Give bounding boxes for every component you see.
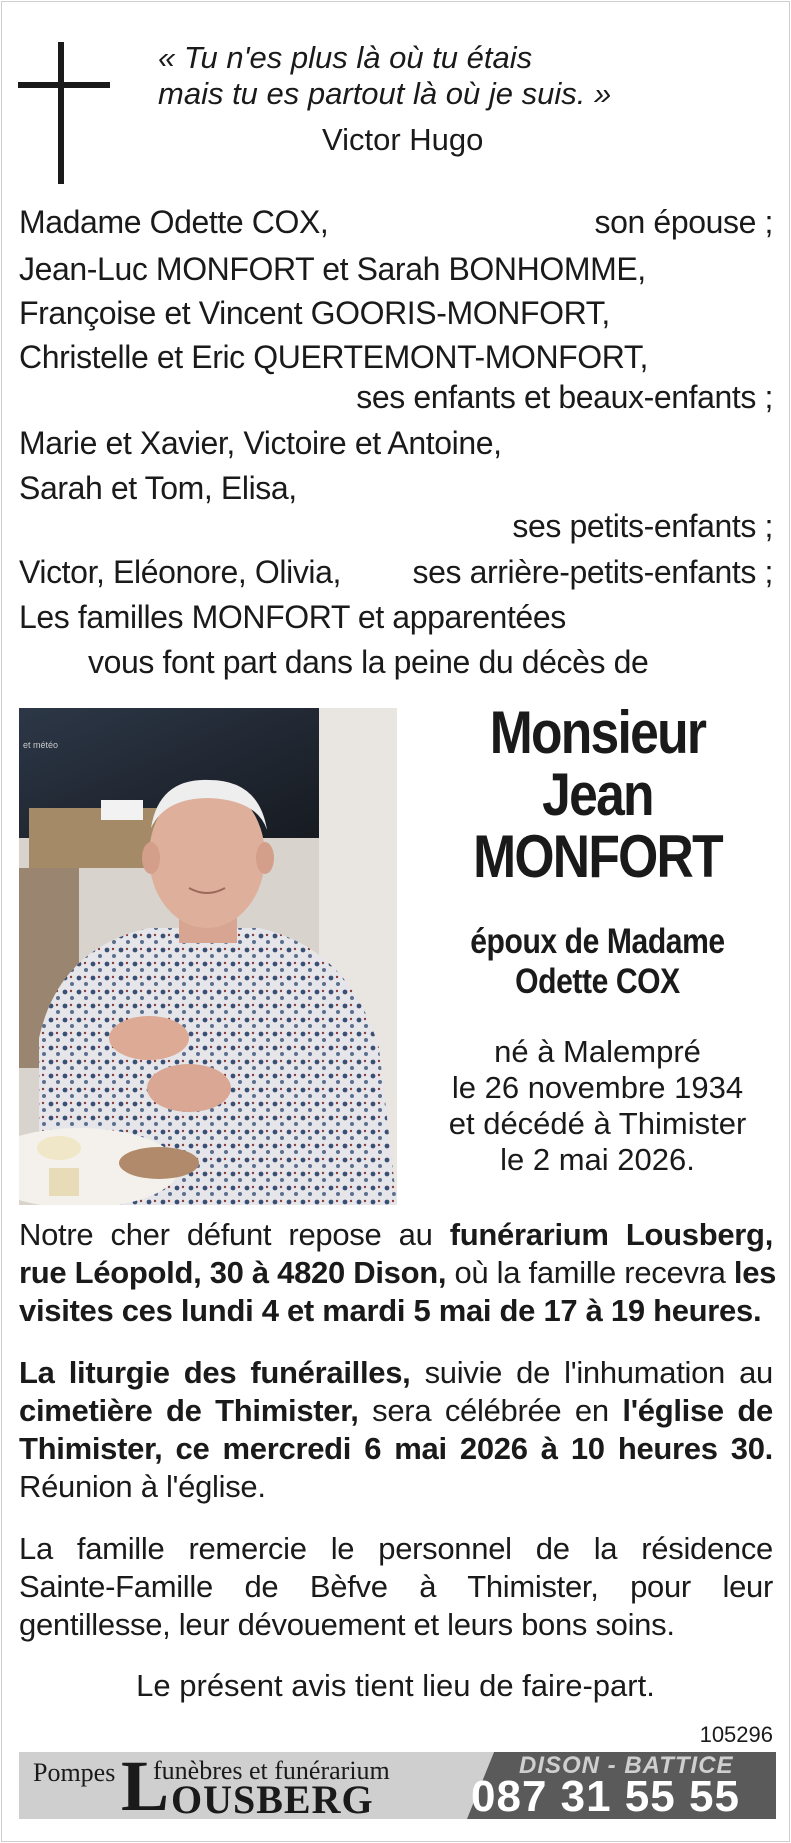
visits-line-3: visites ces lundi 4 et mardi 5 mai de 17 à 19 heures. [19, 1293, 762, 1328]
epigraph-line-2: mais tu es partout là où je suis. » [158, 76, 612, 111]
visits-line-2: rue Léopold, 30 à 4820 Dison, où la famille recevra les [19, 1255, 777, 1290]
children-role: ses enfants et beaux-enfants ; [356, 379, 773, 415]
grandchildren-2: Sarah et Tom, Elisa, [19, 470, 297, 506]
banner-funebres: funèbres et funérarium [153, 1756, 390, 1785]
deceased-last-name: MONFORT [473, 823, 722, 890]
epigraph-author: Victor Hugo [322, 122, 484, 157]
died-date: le 2 mai 2026. [500, 1142, 695, 1177]
banner-pompes: Pompes [33, 1758, 116, 1787]
banner-logo-initial: L [121, 1752, 170, 1819]
liturgy-line-3: Thimister, ce mercredi 6 mai 2026 à 10 heures 30. [19, 1431, 773, 1466]
spouse-role: son épouse ; [594, 204, 773, 240]
born-date: le 26 novembre 1934 [451, 1070, 744, 1105]
thanks-paragraph [19, 1530, 773, 1644]
spouse-name: Madame Odette COX, [19, 204, 329, 240]
child-3: Christelle et Eric QUERTEMONT-MONFORT, [19, 339, 649, 375]
liturgy-paragraph [19, 1354, 773, 1506]
banner-city: DISON - BATTICE [519, 1752, 734, 1779]
portrait-illustration [19, 708, 397, 1205]
reference-number: 105296 [699, 1722, 773, 1747]
epigraph-line-1: « Tu n'es plus là où tu étais [158, 40, 533, 75]
died-place: et décédé à Thimister [448, 1106, 747, 1141]
announcement-line: vous font part dans la peine du décès de [88, 644, 649, 680]
liturgy-line-1: La liturgie des funérailles, suivie de l'inhumation au [19, 1355, 773, 1390]
deceased-title: Monsieur [489, 699, 706, 766]
extended-families: Les familles MONFORT et apparentées [19, 599, 566, 635]
grandchildren-role: ses petits-enfants ; [512, 508, 773, 544]
visits-paragraph [19, 1216, 777, 1330]
cross-icon [18, 42, 110, 184]
thanks-line-2: Sainte-Famille de Bèfve à Thimister, pour leur [19, 1569, 773, 1604]
tv-screen-text: et météo [23, 740, 59, 750]
spouse-of-line-1: époux de Madame [470, 922, 725, 961]
thanks-line-3: gentillesse, leur dévouement et leurs bons soins. [19, 1607, 675, 1642]
spouse-of-line-2: Odette COX [515, 962, 680, 1001]
great-grandchildren-names: Victor, Eléonore, Olivia, [19, 554, 342, 590]
epigraph [158, 40, 718, 112]
grandchildren-1: Marie et Xavier, Victoire et Antoine, [19, 425, 502, 461]
notice-line: Le présent avis tient lieu de faire-part. [136, 1668, 655, 1703]
banner-phone: 087 31 55 55 [471, 1772, 740, 1819]
child-1: Jean-Luc MONFORT et Sarah BONHOMME, [19, 251, 646, 287]
thanks-line-1: La famille remercie le personnel de la résidence [19, 1531, 773, 1566]
liturgy-line-2: cimetière de Thimister, sera célébrée en l'église de [19, 1393, 773, 1428]
born-place: né à Malempré [494, 1034, 701, 1069]
funeral-home-banner [19, 1752, 776, 1819]
spouse-of [436, 922, 759, 1002]
portrait-photo [19, 708, 397, 1205]
banner-lousberg: OUSBERG [171, 1777, 374, 1819]
deceased-first-name: Jean [542, 761, 653, 828]
visits-line-1: Notre cher défunt repose au funérarium Lousberg, [19, 1217, 774, 1252]
child-2: Françoise et Vincent GOORIS-MONFORT, [19, 295, 610, 331]
liturgy-line-4: Réunion à l'église. [19, 1469, 266, 1504]
birth-death-dates [410, 1034, 785, 1178]
great-grandchildren-role: ses arrière-petits-enfants ; [412, 554, 773, 590]
deceased-block [410, 699, 785, 1178]
